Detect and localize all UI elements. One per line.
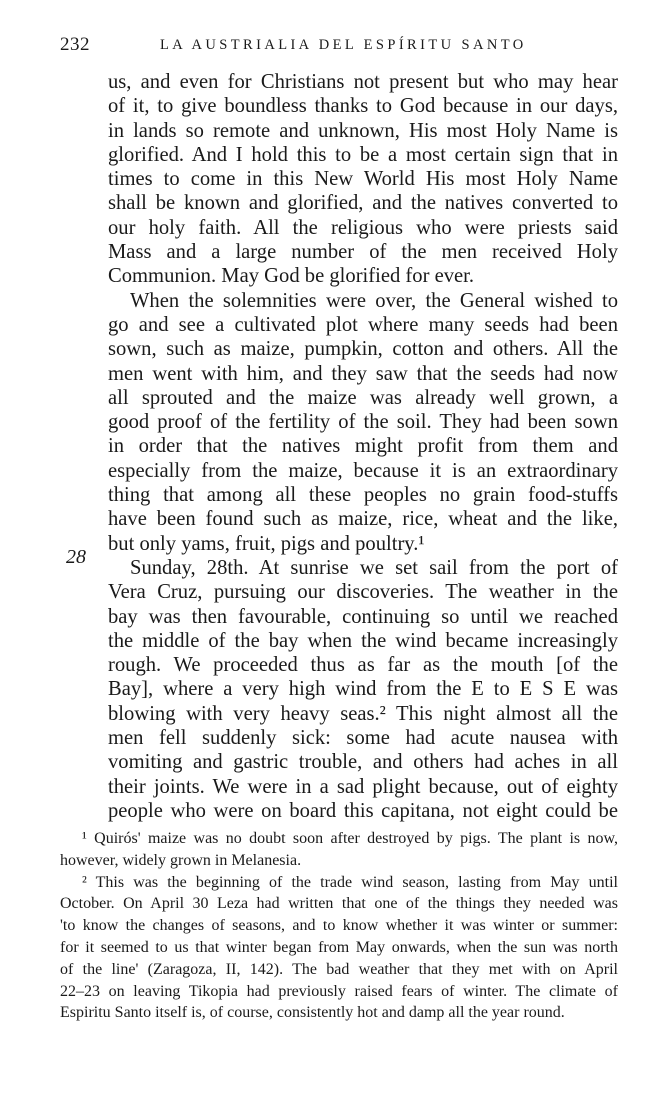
body-line: us, and even for Christians not present but who may hear — [108, 71, 618, 93]
footnote-line: 22–23 on leaving Tikopia had previously raised fears of winter. The climate of — [60, 982, 618, 1000]
body-line: When the solemnities were over, the General wished to — [130, 289, 618, 312]
footnote-line: of the line' (Zaragoza, II, 142). The bad weather that they met with on April — [60, 960, 618, 978]
body-line: Bay], where a very high wind from the E to E S E was — [108, 678, 618, 701]
body-line: have been found such as maize, rice, wheat and the like, — [108, 508, 618, 531]
body-line: bay was then favourable, continuing so until we reached — [108, 605, 618, 628]
body-line: good proof of the fertility of the soil. They had been sown — [108, 411, 618, 434]
body-line: glorified. And I hold this to be a most certain sign that in — [108, 143, 618, 166]
body-line: our holy faith. All the religious who were priests said — [108, 216, 618, 239]
body-line: but only yams, fruit, pigs and poultry.¹ — [108, 532, 425, 555]
body-line: in order that the natives might profit from them and — [108, 435, 618, 458]
footnote-line: October. On April 30 Leza had written that one of the things they needed was — [60, 895, 618, 913]
body-line: the middle of the bay when the wind became increasingly — [108, 629, 618, 652]
body-text — [108, 70, 618, 823]
footnote-line: 'to know the changes of seasons, and to know whether it was winter or summer: — [60, 917, 618, 935]
footnote-line: Espiritu Santo itself is, of course, consistently hot and damp all the year round. — [60, 1004, 565, 1022]
page-number: 232 — [60, 34, 90, 55]
footnote-line: ² This was the beginning of the trade wind season, lasting from May until — [82, 873, 618, 891]
margin-date-note: 28 — [66, 546, 86, 568]
body-line: people who were on board this capitana, not eight could be — [108, 799, 618, 822]
body-line: Mass and a large number of the men received Holy — [108, 241, 618, 264]
footnote-line: ¹ Quirós' maize was no doubt soon after destroyed by pigs. The plant is now, — [82, 830, 618, 847]
body-line: Vera Cruz, pursuing our discoveries. The weather in the — [108, 581, 618, 604]
body-line: shall be known and glorified, and the natives converted to — [108, 192, 618, 215]
body-line: times to come in this New World His most Holy Name — [108, 168, 618, 191]
footnote-line: however, widely grown in Melanesia. — [60, 851, 302, 869]
footnote-line: for it seemed to us that winter began from May onwards, when the sun was north — [60, 938, 618, 956]
body-line: sown, such as maize, pumpkin, cotton and others. All the — [108, 338, 618, 361]
body-line: Communion. May God be glorified for ever. — [108, 265, 475, 288]
body-line: men fell suddenly sick: some had acute nausea with — [108, 727, 618, 750]
body-line: especially from the maize, because it is an extraordinary — [108, 459, 618, 482]
body-line: vomiting and gastric trouble, and others had aches in all — [108, 751, 618, 774]
body-line: of it, to give boundless thanks to God because in our days, — [108, 95, 618, 118]
page-header — [60, 34, 620, 58]
body-line: Sunday, 28th. At sunrise we set sail from the port of — [130, 556, 618, 579]
body-line: their joints. We were in a sad plight because, out of eighty — [108, 775, 618, 798]
body-line: men went with him, and they saw that the seeds had now — [108, 362, 618, 385]
body-line: rough. We proceeded thus as far as the mouth [of the — [108, 654, 618, 677]
footnotes — [60, 828, 618, 1024]
body-line: thing that among all these peoples no grain food-stuffs — [108, 484, 618, 507]
body-line: in lands so remote and unknown, His most Holy Name is — [108, 119, 618, 142]
running-head: LA AUSTRIALIA DEL ESPÍRITU SANTO — [160, 37, 527, 53]
body-line: blowing with very heavy seas.² This night almost all the — [108, 702, 618, 725]
body-line: all sprouted and the maize was already well grown, a — [108, 386, 618, 409]
body-line: go and see a cultivated plot where many seeds had been — [108, 313, 618, 336]
